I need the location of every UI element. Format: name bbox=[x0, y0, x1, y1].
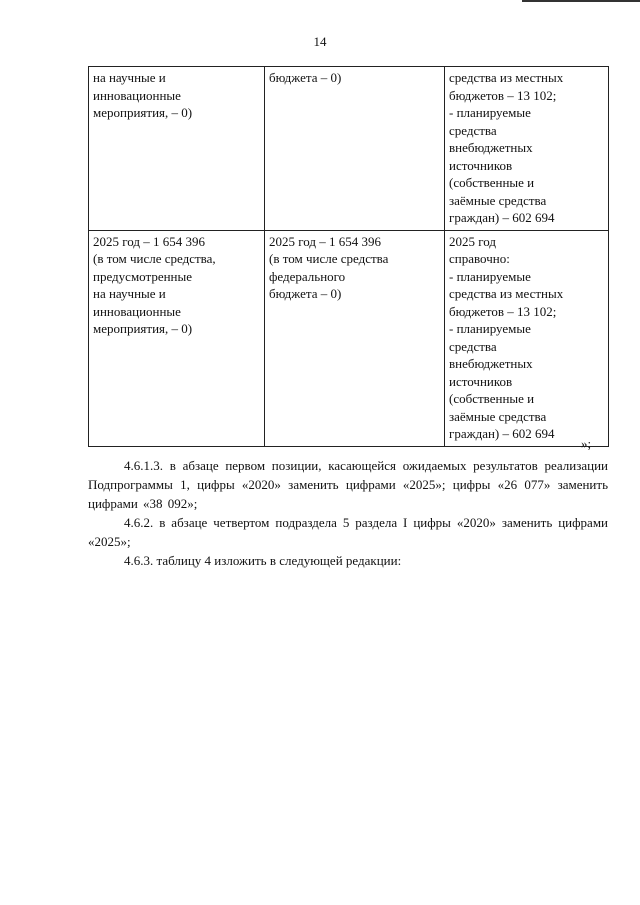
cell-line: бюджетов – 13 102; bbox=[449, 87, 557, 103]
cell-line: (собственные и bbox=[449, 175, 535, 190]
cell-line: граждан) – 602 694 bbox=[449, 426, 555, 441]
cell-line: предусмотренные bbox=[93, 268, 193, 284]
amendment-text bbox=[88, 456, 608, 570]
cell-line: справочно: bbox=[449, 251, 510, 266]
cell-line: 2025 год – 1 654 396 bbox=[269, 233, 381, 249]
cell-line: (в том числе средства bbox=[269, 251, 389, 266]
cell-line: граждан) – 602 694 bbox=[449, 210, 555, 225]
cell-line: заёмные средства bbox=[449, 408, 547, 424]
cell-line: - планируемые bbox=[449, 268, 531, 284]
cell-line: источников bbox=[449, 373, 513, 389]
cell-line: мероприятия, – 0) bbox=[93, 321, 193, 336]
cell-line: инновационные bbox=[93, 303, 181, 319]
table-row bbox=[89, 67, 609, 231]
cell-line: заёмные средства bbox=[449, 192, 547, 208]
cell-line: 2025 год – 1 654 396 bbox=[93, 233, 205, 249]
cell-line: - планируемые bbox=[449, 321, 531, 336]
cell-line: 2025 год bbox=[449, 233, 496, 249]
cell-line: - планируемые bbox=[449, 105, 531, 120]
cell-line: мероприятия, – 0) bbox=[93, 105, 193, 120]
page-number: 14 bbox=[313, 34, 327, 49]
closing-quote: »; bbox=[581, 436, 592, 451]
cell-line: бюджета – 0) bbox=[269, 286, 342, 301]
top-right-rule bbox=[522, 0, 640, 2]
cell-line: на научные и bbox=[93, 286, 166, 301]
cell-line: средства из местных bbox=[449, 70, 564, 85]
cell-line: внебюджетных bbox=[449, 356, 533, 371]
budget-table bbox=[88, 66, 609, 447]
table-cell-total bbox=[89, 67, 265, 231]
cell-line: бюджетов – 13 102; bbox=[449, 303, 557, 319]
table-row bbox=[89, 230, 609, 446]
cell-line: средства bbox=[449, 122, 497, 138]
cell-line: средства из местных bbox=[449, 286, 564, 301]
cell-line: на научные и bbox=[93, 70, 166, 85]
table-cell-regional bbox=[265, 230, 445, 446]
table-cell-reference bbox=[445, 67, 609, 231]
cell-line: инновационные bbox=[93, 87, 181, 103]
paragraph-4-6-3: 4.6.3. таблицу 4 изложить в следующей редакции: bbox=[124, 553, 402, 568]
table-cell-total bbox=[89, 230, 265, 446]
cell-line: бюджета – 0) bbox=[269, 70, 342, 85]
cell-line: внебюджетных bbox=[449, 140, 533, 155]
cell-line: (в том числе средства, bbox=[93, 251, 216, 266]
paragraph-4-6-2: 4.6.2. в абзаце четвертом подраздела 5 раздела I цифры «2020» заменить цифрами «2025»; bbox=[88, 515, 608, 549]
cell-line: источников bbox=[449, 157, 513, 173]
cell-line: (собственные и bbox=[449, 391, 535, 406]
table-cell-reference bbox=[445, 230, 609, 446]
table-cell-regional bbox=[265, 67, 445, 231]
cell-line: средства bbox=[449, 338, 497, 354]
paragraph-4-6-1-3: 4.6.1.3. в абзаце первом позиции, касающейся ожидаемых результатов реализации Подпрограммы 1, цифры «2020» заменить цифрами «2025»; цифры «26 077» заменить цифрами «38 092»; bbox=[88, 458, 608, 511]
cell-line: федерального bbox=[269, 268, 346, 284]
